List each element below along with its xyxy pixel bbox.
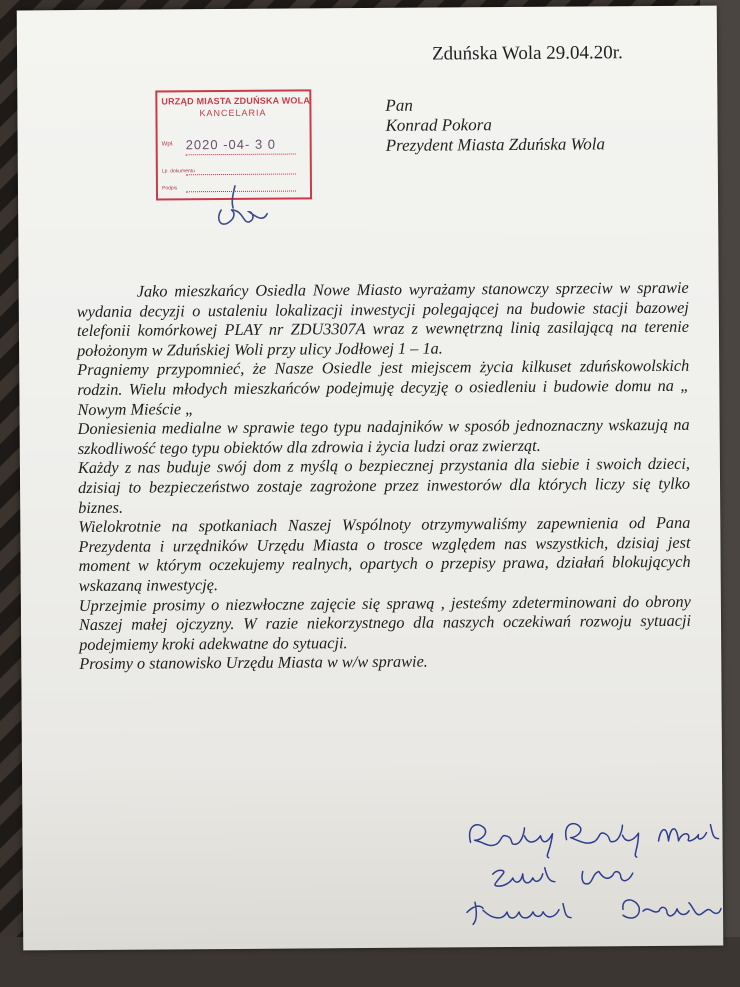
body-paragraph: Każdy z nas buduje swój dom z myślą o bezpiecznej przystania dla siebie i swoich dzieci, dzisiaj to bezpieczeństwo zostaje zagrożone przez inwestorów dla których liczy się tylko biznes. <box>77 454 691 517</box>
stamp-podpis-label: Podpis <box>161 185 178 192</box>
body-paragraph: Wielokrotnie na spotkaniach Naszej Wspólnoty otrzymywaliśmy zapewnienia od Pana Prezydenta i urzędników Urzędu Miasta o trosce względem nas wszystkich, dzisiaj jest moment w którym oczekujemy realnych, opartych o przepisy prawa, działań blokujących wskazaną inwestycję. <box>78 512 691 595</box>
stamp-line <box>186 154 296 156</box>
letter-sheet <box>17 6 724 951</box>
body-paragraph: Jako mieszkańcy Osiedla Nowe Miasto wyrażamy stanowczy sprzeciw w sprawie wydania decyzji o ustaleniu lokalizacji inwestycji polegającej na budowie stacji bazowej telefonii komórkowej PLAY nr ZDU3307A wraz z wewnętrzną linią zasilającą na terenie położonym w Zduńskiej Woli przy ulicy Jodłowej 1 – 1a. <box>76 277 690 360</box>
addressee-name: Konrad Pokora <box>385 115 492 135</box>
addressee-salutation: Pan <box>385 95 413 115</box>
addressee-title: Prezydent Miasta Zduńska Wola <box>385 134 606 155</box>
letter-date: Zduńska Wola 29.04.20r. <box>431 42 623 65</box>
stamp-dept: KANCELARIA <box>199 107 267 119</box>
stamp-org: URZĄD MIASTA ZDUŃSKA WOLA <box>161 95 311 107</box>
body-paragraph: Pragniemy przypomnieć, że Nasze Osiedle jest miejscem życia kilkuset zduńskowolskich rodzin. Wielu młodych mieszkańców podejmuję decyzję o osiedleniu i budowie domu na „ Nowym Mieście „ <box>77 356 690 419</box>
handwritten-signature <box>462 810 740 932</box>
addressee-block <box>385 94 605 156</box>
stamp-line <box>186 174 296 176</box>
handwritten-initials <box>213 184 283 234</box>
body-paragraph: Prosimy o stanowisko Urzędu Miasta w w/w sprawie. <box>79 651 428 674</box>
stamp-lp-label: Lp. dokumentu <box>161 168 195 175</box>
body-paragraph: Doniesienia medialne w sprawie tego typu nadajników w sposób jednoznaczny wskazują na szkodliwość tego typu obiektów dla zdrowia i życia ludzi oraz zwierząt. <box>77 414 690 458</box>
stamp-date: 2020 -04- 3 0 <box>185 136 277 153</box>
body-paragraph: Uprzejmie prosimy o niezwłoczne zajęcie się sprawą , jesteśmy zdeterminowani do obrony Naszej małej ojczyzny. W razie niekorzystnego dla naszych oczekiwań rozwoju sytuacji podejmiemy kroki adekwatne do sytuacji. <box>78 591 692 654</box>
letter-body <box>77 278 692 674</box>
stamp-wpl-label: Wpł. <box>161 141 174 148</box>
